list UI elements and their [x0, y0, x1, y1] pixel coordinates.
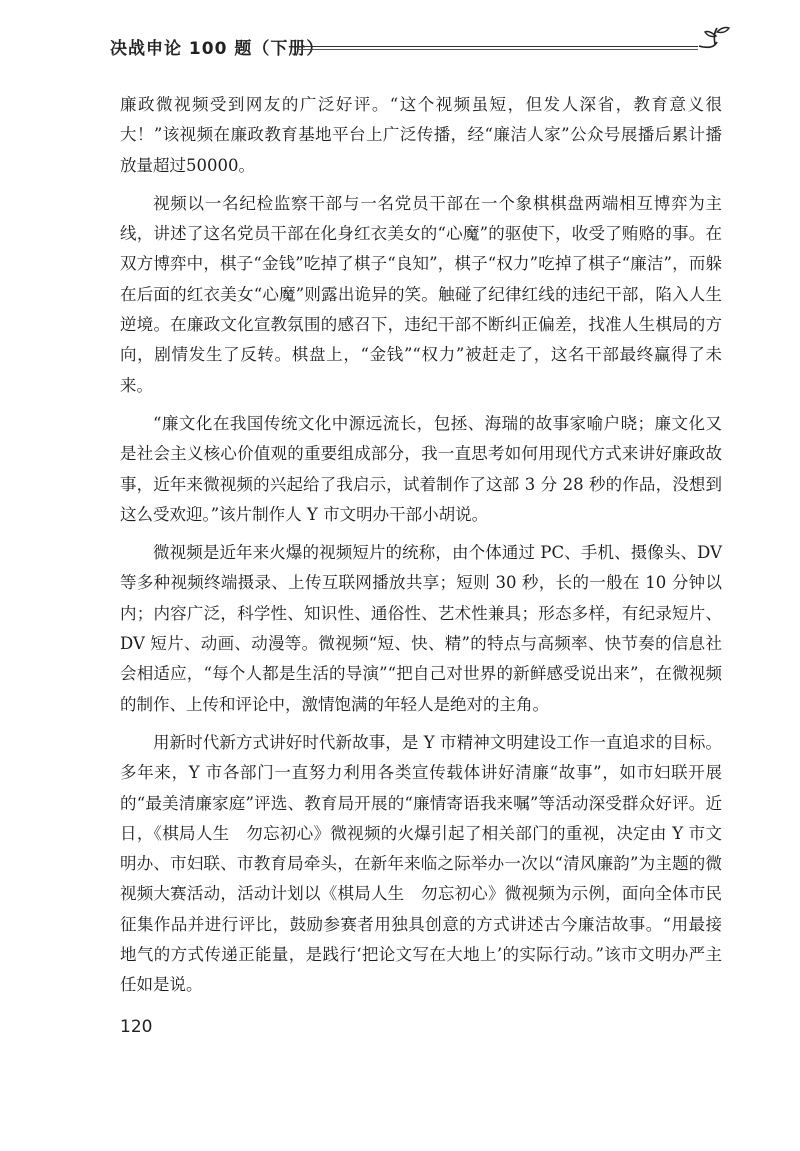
- paragraph-2: 视频以一名纪检监察干部与一名党员干部在一个象棋棋盘两端相互博弈为主线，讲述了这名党员干部在化身红衣美女的“心魔”的驱使下，收受了贿赂的事。在双方博弈中，棋子“金钱”吃掉了棋子“良知”，棋子“权力”吃掉了棋子“廉洁”，而躲在后面的红衣美女“心魔”则露出诡异的笑。触碰了纪律红线的违纪干部，陷入人生逆境。在廉政文化宣教氛围的感召下，违纪干部不断纠正偏差，找准人生棋局的方向，剧情发生了反转。棋盘上，“金钱”“权力”被赶走了，这名干部最终赢得了未来。: [120, 193, 722, 395]
- header-title: 决战申论 100 题（下册）: [110, 39, 325, 59]
- body-text: [120, 90, 722, 1009]
- header-rule-thin: [298, 49, 698, 50]
- paragraph-5: 用新时代新方式讲好时代新故事，是 Y 市精神文明建设工作一直追求的目标。多年来，Y 市各部门一直努力利用各类宣传载体讲好清廉“故事”，如市妇联开展的“最美清廉家庭”评选、教育局开展的“廉情寄语我来嘱”等活动深受群众好评。近日，《棋局人生 勿忘初心》微视频的火爆引起了相关部门的重视，决定由 Y 市文明办、市妇联、市教育局牵头，在新年来临之际举办一次以“清风廉韵”为主题的微视频大赛活动，活动计划以《棋局人生 勿忘初心》微视频为示例，面向全体市民征集作品并进行评比，鼓励参赛者用独具创意的方式讲述古今廉洁故事。“用最接地气的方式传递正能量，是践行‘把论文写在大地上’的实际行动。”该市文明办严主任如是说。: [120, 732, 722, 995]
- paragraph-3: “廉文化在我国传统文化中源远流长，包拯、海瑞的故事家喻户晓；廉文化又是社会主义核心价值观的重要组成部分，我一直思考如何用现代方式来讲好廉政故事，近年来微视频的兴起给了我启示，试着制作了这部 3 分 28 秒的作品，没想到这么受欢迎。”该片制作人 Y 市文明办干部小胡说。: [120, 413, 722, 524]
- page-header: [110, 30, 730, 60]
- header-rule: [298, 46, 698, 47]
- sprout-icon: [693, 24, 733, 58]
- page-number: 120: [120, 1017, 153, 1037]
- paragraph-1: 廉政微视频受到网友的广泛好评。“这个视频虽短，但发人深省，教育意义很大！”该视频在廉政教育基地平台上广泛传播，经“廉洁人家”公众号展播后累计播放量超过50000。: [120, 95, 722, 175]
- paragraph-4: 微视频是近年来火爆的视频短片的统称，由个体通过 PC、手机、摄像头、DV 等多种视频终端摄录、上传互联网播放共享；短则 30 秒，长的一般在 10 分钟以内；内容广泛，科学性、知识性、通俗性、艺术性兼具；形态多样，有纪录短片、DV 短片、动画、动漫等。微视频“短、快、精”的特点与高频率、快节奏的信息社会相适应，“每个人都是生活的导演”“把自己对世界的新鲜感受说出来”，在微视频的制作、上传和评论中，激情饱满的年轻人是绝对的主角。: [120, 543, 722, 714]
